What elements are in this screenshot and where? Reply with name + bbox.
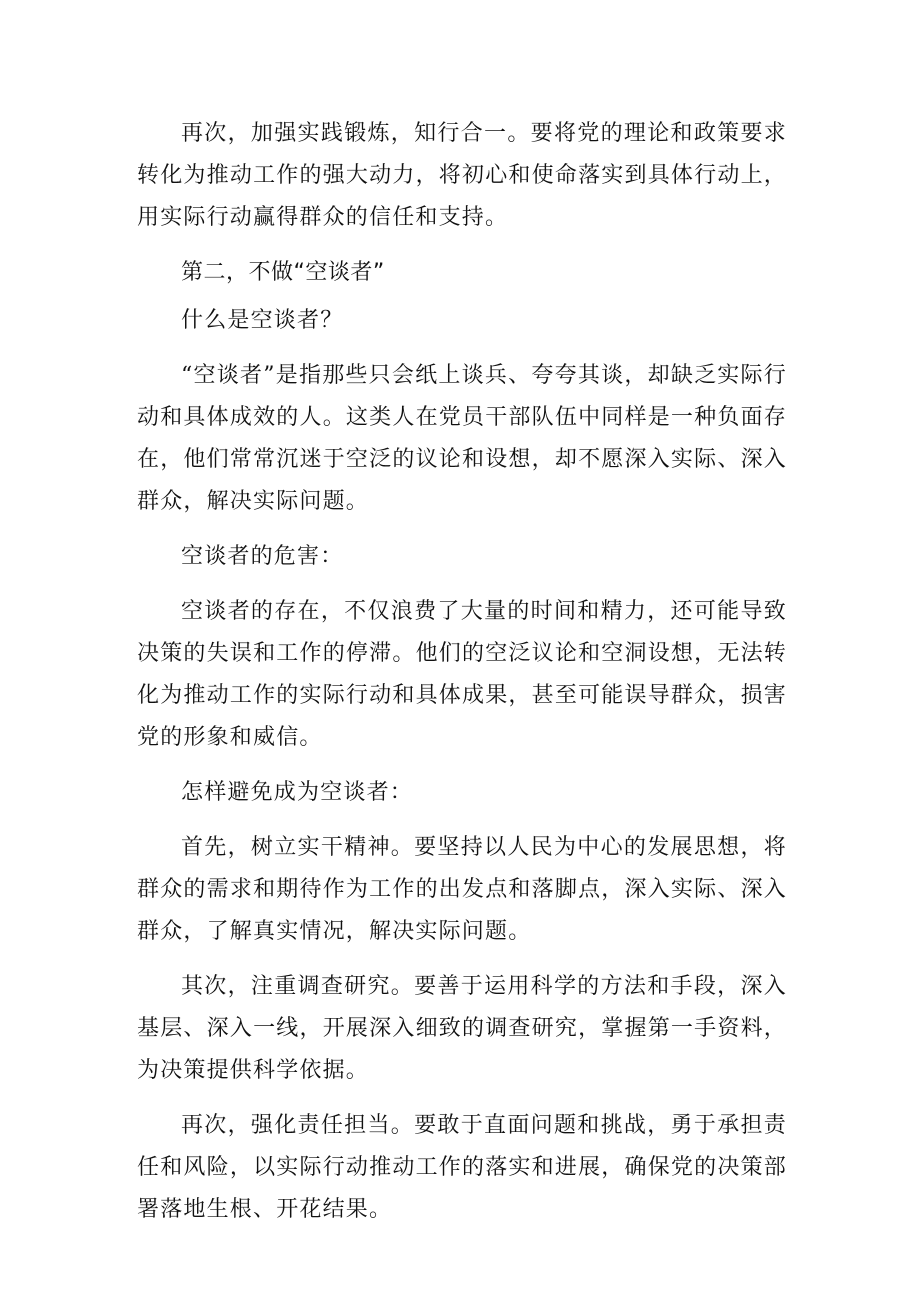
subheading-how-to-avoid: 怎样避免成为空谈者：	[181, 780, 414, 805]
document-body	[137, 113, 787, 1244]
paragraph-third: 再次，强化责任担当。要敢于直面问题和挑战，勇于承担责任和风险，以实际行动推动工作的落实和进展，确保党的决策部署落地生根、开花结果。	[137, 1113, 787, 1222]
subheading-what-is: 什么是空谈者？	[181, 308, 344, 333]
paragraph-definition: “空谈者”是指那些只会纸上谈兵、夸夸其谈，却缺乏实际行动和具体成效的人。这类人在党员干部队伍中同样是一种负面存在，他们常常沉迷于空泛的议论和设想，却不愿深入实际、深入群众，解决实际问题。	[137, 363, 787, 514]
subheading-harm: 空谈者的危害：	[181, 544, 344, 569]
paragraph-second: 其次，注重调查研究。要善于运用科学的方法和手段，深入基层、深入一线，开展深入细致的调查研究，掌握第一手资料，为决策提供科学依据。	[137, 974, 787, 1083]
paragraph-first: 首先，树立实干精神。要坚持以人民为中心的发展思想，将群众的需求和期待作为工作的出发点和落脚点，深入实际、深入群众，了解真实情况，解决实际问题。	[137, 835, 787, 944]
paragraph-practice: 再次，加强实践锻炼，知行合一。要将党的理论和政策要求转化为推动工作的强大动力，将初心和使命落实到具体行动上，用实际行动赢得群众的信任和支持。	[137, 121, 787, 230]
paragraph-harm: 空谈者的存在，不仅浪费了大量的时间和精力，还可能导致决策的失误和工作的停滞。他们的空泛议论和空洞设想，无法转化为推动工作的实际行动和具体成果，甚至可能误导群众，损害党的形象和威信。	[137, 599, 787, 750]
section-heading-empty-talker: 第二，不做“空谈者”	[181, 260, 385, 285]
